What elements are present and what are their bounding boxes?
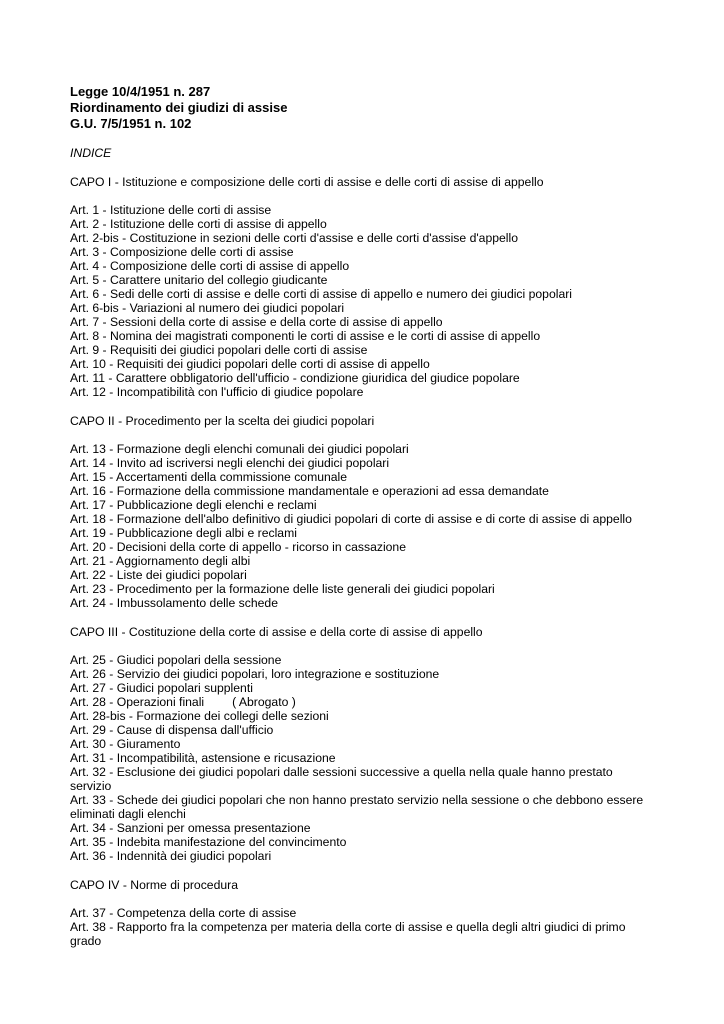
list-item: Art. 35 - Indebita manifestazione del convincimento [70,835,347,849]
list-item: Art. 8 - Nomina dei magistrati componenti le corti di assise e le corti di assise di appello [70,329,541,343]
list-item: Art. 11 - Carattere obbligatorio dell'ufficio - condizione giuridica del giudice popolare [70,371,520,385]
list-item: Art. 37 - Competenza della corte di assise [70,906,297,920]
list-item: Art. 26 - Servizio dei giudici popolari, loro integrazione e sostituzione [70,667,440,681]
list-item: Art. 17 - Pubblicazione degli elenchi e reclami [70,498,317,512]
list-item: Art. 28-bis - Formazione dei collegi delle sezioni [70,709,329,723]
list-item: Art. 2 - Istituzione delle corti di assise di appello [70,217,327,231]
list-item: Art. 1 - Istituzione delle corti di assise [70,203,272,217]
list-item: Art. 22 - Liste dei giudici popolari [70,568,247,582]
list-item: Art. 13 - Formazione degli elenchi comunali dei giudici popolari [70,442,409,456]
list-item: Art. 3 - Composizione delle corti di assise [70,245,294,259]
list-item: Art. 16 - Formazione della commissione mandamentale e operazioni ad essa demandate [70,484,549,498]
list-item: Art. 31 - Incompatibilità, astensione e ricusazione [70,751,336,765]
list-item: Art. 19 - Pubblicazione degli albi e reclami [70,526,297,540]
list-item: Art. 9 - Requisiti dei giudici popolari delle corti di assise [70,343,368,357]
list-item: Art. 38 - Rapporto fra la competenza per materia della corte di assise e quella degli altri giudici di primo [70,920,626,934]
article-list [70,442,670,610]
list-item: Art. 29 - Cause di dispensa dall'ufficio [70,723,274,737]
list-item: Art. 7 - Sessioni della corte di assise e della corte di assise di appello [70,315,443,329]
list-item: Art. 6-bis - Variazioni al numero dei giudici popolari [70,301,345,315]
list-item: Art. 32 - Esclusione dei giudici popolari dalle sessioni successive a quella nella quale hanno prestato [70,765,613,779]
list-item: Art. 23 - Procedimento per la formazione delle liste generali dei giudici popolari [70,582,495,596]
article-28-label: Art. 28 - Operazioni finali [70,695,205,709]
chapter-heading: CAPO III - Costituzione della corte di assise e della corte di assise di appello [70,625,483,639]
list-item: Art. 21 - Aggiornamento degli albi [70,554,251,568]
list-item: Art. 20 - Decisioni della corte di appello - ricorso in cassazione [70,540,406,554]
list-item: Art. 36 - Indennità dei giudici popolari [70,849,272,863]
document-page [70,84,670,948]
gazette-reference: G.U. 7/5/1951 n. 102 [70,116,192,131]
list-item: servizio [70,779,112,793]
law-reference: Legge 10/4/1951 n. 287 [70,84,211,99]
list-item: Art. 33 - Schede dei giudici popolari che non hanno prestato servizio nella sessione o che debbono essere [70,793,644,807]
list-item: Art. 6 - Sedi delle corti di assise e delle corti di assise di appello e numero dei giudici popolari [70,287,572,301]
abrogato-note: ( Abrogato ) [232,695,296,709]
document-title [70,84,670,132]
article-list [70,653,670,863]
list-item: Art. 5 - Carattere unitario del collegio giudicante [70,273,328,287]
list-item: Art. 4 - Composizione delle corti di assise di appello [70,259,350,273]
law-subject: Riordinamento dei giudizi di assise [70,100,288,115]
chapter-heading: CAPO I - Istituzione e composizione delle corti di assise e delle corti di assise di appello [70,175,544,189]
list-item: Art. 14 - Invito ad iscriversi negli elenchi dei giudici popolari [70,456,390,470]
chapter-heading: CAPO IV - Norme di procedura [70,878,238,892]
list-item [70,695,670,709]
list-item: grado [70,934,102,948]
article-list [70,906,670,948]
list-item: Art. 15 - Accertamenti della commissione comunale [70,470,348,484]
list-item: Art. 10 - Requisiti dei giudici popolari delle corti di assise di appello [70,357,430,371]
list-item: eliminati dagli elenchi [70,807,186,821]
list-item: Art. 27 - Giudici popolari supplenti [70,681,253,695]
list-item: Art. 34 - Sanzioni per omessa presentazione [70,821,311,835]
list-item: Art. 18 - Formazione dell'albo definitivo di giudici popolari di corte di assise e di corte di assise di appello [70,512,632,526]
list-item: Art. 2-bis - Costituzione in sezioni delle corti d'assise e delle corti d'assise d'appello [70,231,518,245]
chapter-heading: CAPO II - Procedimento per la scelta dei giudici popolari [70,414,375,428]
article-list [70,203,670,399]
list-item: Art. 12 - Incompatibilità con l'ufficio di giudice popolare [70,385,364,399]
list-item: Art. 30 - Giuramento [70,737,181,751]
list-item: Art. 24 - Imbussolamento delle schede [70,596,278,610]
list-item: Art. 25 - Giudici popolari della sessione [70,653,282,667]
index-heading: INDICE [70,146,112,160]
